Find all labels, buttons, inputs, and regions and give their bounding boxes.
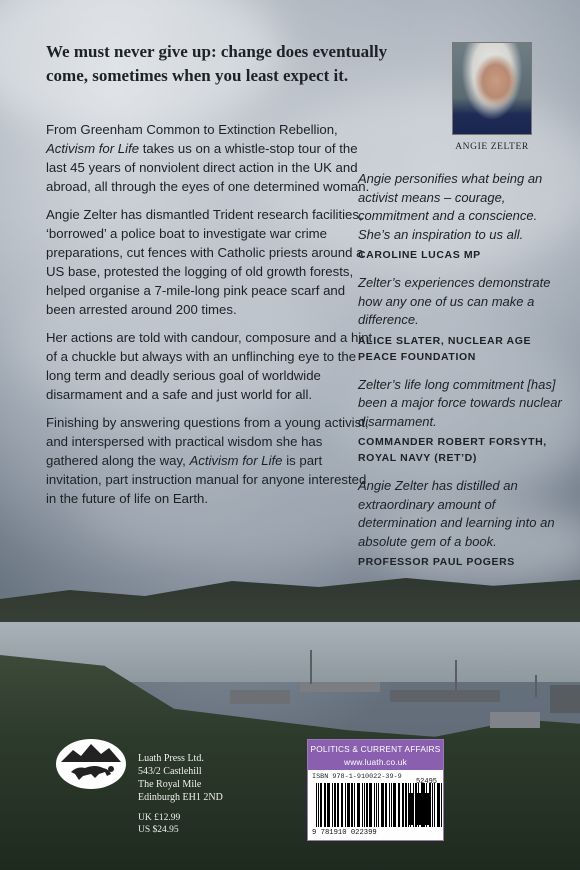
barcode-bar [318, 783, 319, 827]
barcode-panel [307, 739, 444, 841]
addon-bar [415, 793, 416, 825]
endorsement [358, 170, 563, 263]
addon-bar [411, 793, 413, 825]
endorsement-attribution: CAROLINE LUCAS MP [358, 249, 481, 261]
blurb-paragraph: From Greenham Common to Extinction Rebellion, Activism for Life takes us on a whistle-stop tour of the last 45 years of nonviolent direct action in the UK and abroad, all through the eyes of one determined woman. [46, 122, 370, 194]
endorsement-text: Angie personifies what being an activist means – courage, commitment and a conscience. She’s an inspiration to us all. [358, 171, 543, 242]
addon-digits: 52495 [415, 778, 437, 786]
book-title: Activism for Life [189, 453, 283, 468]
endorsement-attribution: COMMANDER ROBERT FORSYTH, ROYAL NAVY (RET’D) [358, 436, 547, 464]
barcode-bar [327, 783, 330, 827]
endorsement [358, 274, 563, 365]
endorsement-text: Zelter’s life long commitment [has] been a major force towards nuclear disarmament. [358, 376, 562, 429]
price-uk: UK £12.99 [138, 813, 181, 823]
category-band [308, 740, 443, 770]
barcode-bar [393, 783, 396, 827]
publisher-address [138, 752, 223, 804]
blurb-paragraph: Finishing by answering questions from a young activist, and interspersed with practical wisdom she has gathered along the way, Activism for Life is part invitation, part instruction manual for anyone interested in the future of life on Earth. [46, 415, 369, 506]
crane [455, 660, 457, 690]
author-caption: ANGIE ZELTER [455, 142, 529, 152]
address-line: Edinburgh EH1 2ND [138, 792, 223, 803]
address-line: 543/2 Castlehill [138, 766, 202, 777]
price-us: US $24.95 [138, 825, 179, 835]
endorsement-text: Zelter’s experiences demonstrate how any one of us can make a difference. [358, 275, 551, 327]
barcode-bar [441, 783, 442, 827]
barcode-bar [369, 783, 372, 827]
barcode-bar [402, 783, 404, 827]
barcode-bar [376, 783, 377, 827]
book-title: Activism for Life [46, 141, 140, 156]
barcode-bar [378, 783, 379, 827]
blurb [46, 120, 376, 517]
endorsements [358, 170, 563, 581]
barcode-bar [362, 783, 363, 827]
crane [535, 675, 537, 697]
barcode-bar [351, 783, 353, 827]
ean-digits: 9 781910 022399 [312, 829, 377, 837]
author-photo [452, 42, 532, 135]
headline: We must never give up: change does eventually come, sometimes when you least expect it. [46, 42, 388, 85]
website-label: www.luath.co.uk [344, 757, 407, 767]
publisher-name: Luath Press Ltd. [138, 753, 204, 764]
barcode-bar [337, 783, 339, 827]
prices [138, 812, 180, 836]
barcode-bar [439, 783, 440, 827]
endorsement [358, 376, 563, 467]
addon-bar [427, 793, 429, 825]
barcode-bar [358, 783, 360, 827]
barcode-bar [334, 783, 336, 827]
addon-barcode-bars [409, 787, 437, 825]
barcode-bar [347, 783, 350, 827]
blurb-paragraph: Her actions are told with candour, composure and a hint of a chuckle but always with an unflinching eye to the long term and deadly serious goal of worldwide disarmament and a safe and just world for all. [46, 330, 373, 402]
crane [310, 650, 312, 684]
category-label: POLITICS & CURRENT AFFAIRS [310, 744, 441, 754]
endorsement-attribution: PROFESSOR PAUL POGERS [358, 556, 515, 568]
addon-bar [409, 793, 410, 825]
addon-bar [422, 793, 423, 825]
addon-bar [417, 793, 418, 825]
isbn-text: ISBN 978-1-910022-39-9 [312, 773, 402, 781]
barcode-bar [354, 783, 355, 827]
barcode [312, 778, 439, 837]
naval-base-building [490, 712, 540, 728]
addon-bar [430, 793, 431, 825]
barcode-bar [325, 783, 326, 827]
barcode-bar [342, 783, 343, 827]
endorsement-attribution: ALICE SLATER, NUCLEAR AGE PEACE FOUNDATION [358, 334, 532, 363]
barcode-bar [399, 783, 400, 827]
naval-base-building [230, 690, 290, 704]
barcode-bar [345, 783, 346, 827]
naval-base-building [550, 685, 580, 713]
blurb-paragraph: Angie Zelter has dismantled Trident research facilities, ‘borrowed’ a police boat to investigate war crime preparations, cut fences with Catholic priests around a US base, protested the logging of old growth forests, helped organise a 7-mile-long pink peace scarf and been arrested around 200 times. [46, 207, 364, 317]
publisher-logo-icon [55, 738, 127, 790]
address-line: The Royal Mile [138, 779, 202, 790]
barcode-bar [366, 783, 368, 827]
barcode-bar [385, 783, 387, 827]
naval-base-building [300, 682, 380, 692]
addon-bar [425, 793, 426, 825]
barcode-bar [383, 783, 384, 827]
endorsement-text: Angie Zelter has distilled an extraordinary amount of determination and learning into an absolute gem of a book. [358, 478, 555, 549]
naval-base-building [390, 690, 500, 702]
barcode-bar [391, 783, 392, 827]
addon-bar [419, 793, 421, 825]
endorsement [358, 477, 563, 570]
barcode-bar [320, 783, 322, 827]
